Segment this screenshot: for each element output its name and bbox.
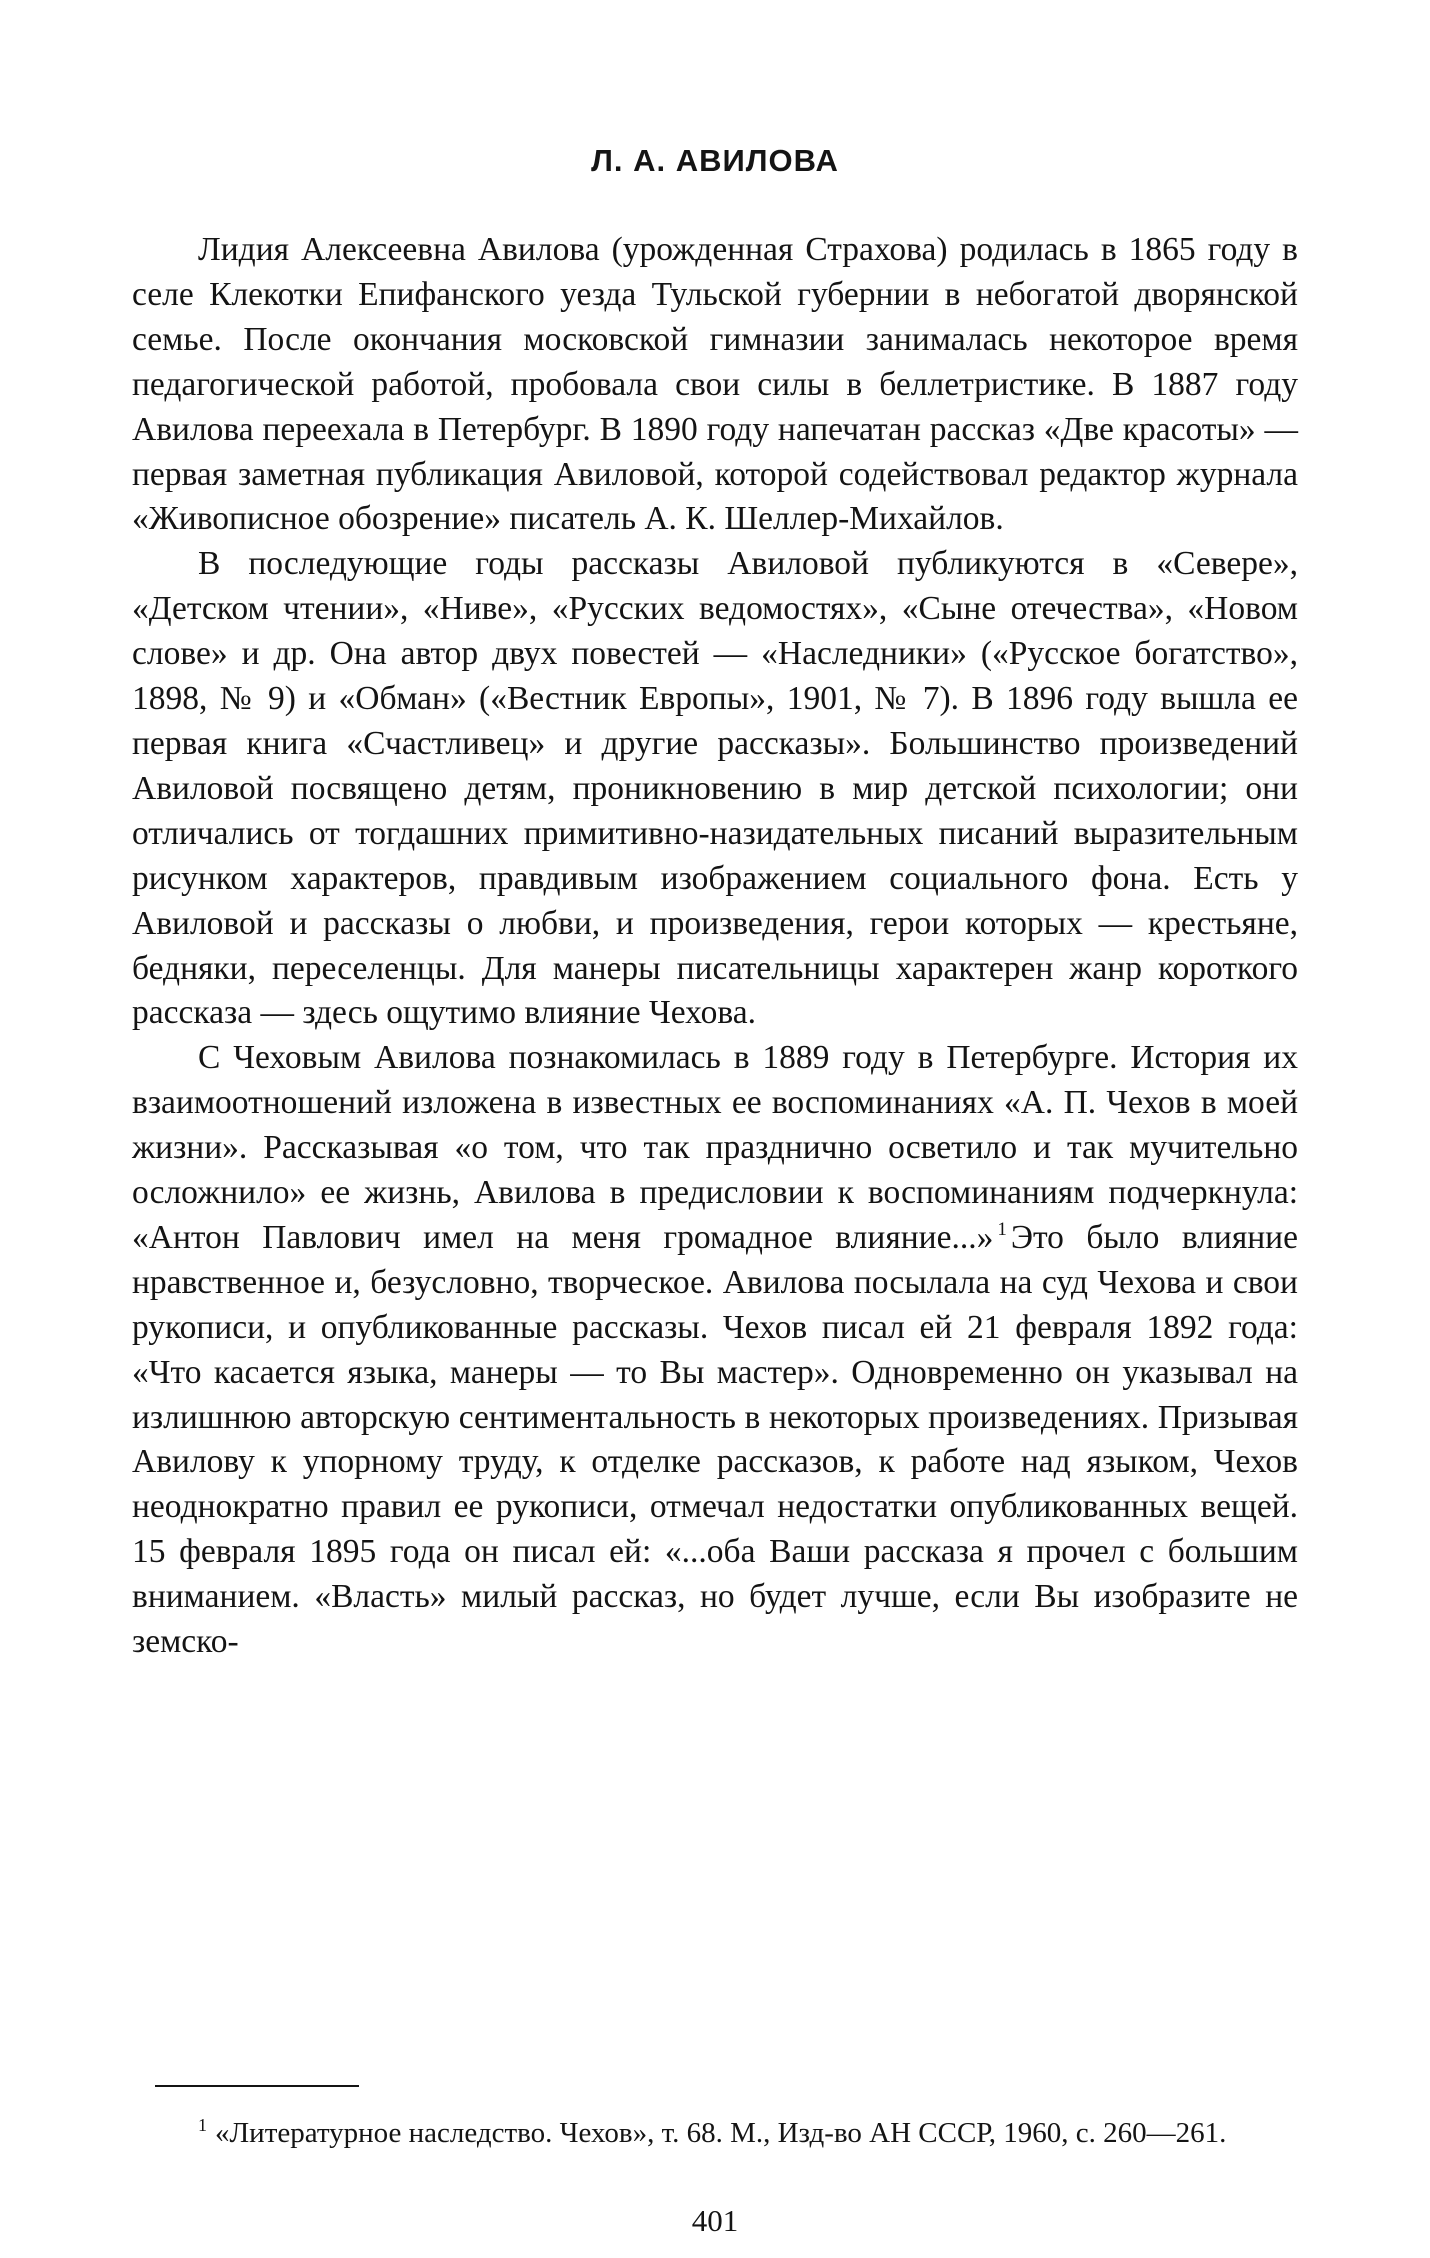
footnote-divider [155,2085,359,2087]
paragraph-1: Лидия Алексеевна Авилова (урожденная Страхова) родилась в 1865 году в селе Клекотки Епифанского уезда Тульской губернии в небогатой дворянской семье. После окончания московской гимназии занималась некоторое время педагогической работой, пробовала свои силы в беллетристике. В 1887 году Авилова переехала в Петербург. В 1890 году напечатан рассказ «Две красоты» — первая заметная публикация Авиловой, которой содействовал редактор журнала «Живописное обозрение» писатель А. К. Шеллер-Михайлов. [132,231,1298,538]
footnote-reference[interactable]: 1 [997,1218,1007,1240]
footnote-number: 1 [198,2115,207,2135]
article-body [132,228,1298,1665]
paragraph-2: В последующие годы рассказы Авиловой публикуются в «Севере», «Детском чтении», «Ниве», «Русских ведомостях», «Сыне отечества», «Новом слове» и др. Она автор двух повестей — «Наследники» («Русское богатство», 1898, № 9) и «Обман» («Вестник Европы», 1901, № 7). В 1896 году вышла ее первая книга «Счастливец» и другие рассказы». Большинство произведений Авиловой посвящено детям, проникновению в мир детской психологии; они отличались от тогдашних примитивно-назидательных писаний выразительным рисунком характеров, правдивым изображением социального фона. Есть у Авиловой и рассказы о любви, и произведения, герои которых — крестьяне, бедняки, переселенцы. Для манеры писательницы характерен жанр короткого рассказа — здесь ощутимо влияние Чехова. [132,545,1298,1032]
footnote [132,2112,1298,2157]
paragraph-3-text-before-note: С Чеховым Авилова познакомилась в 1889 году в Петербурге. История их взаимоотношений изложена в известных ее воспоминаниях «А. П. Чехов в моей жизни». Рассказывая «о том, что так празднично осветило и так мучительно осложнило» ее жизнь, Авилова в предисловии к воспоминаниям подчеркнула: «Антон Павлович имел на меня громадное влияние...» [132,1039,1298,1256]
book-page [132,0,1298,2258]
page-number: 401 [691,2203,739,2238]
paragraph-3-text-after-note: Это было влияние нравственное и, безусловно, творческое. Авилова посылала на суд Чехова и свои рукописи, и опубликованные рассказы. Чехов писал ей 21 февраля 1892 года: «Что касается языка, манеры — то Вы мастер». Одновременно он указывал на излишнюю авторскую сентиментальность в некоторых произведениях. Призывая Авилову к упорному труду, к отделке рассказов, к работе над языком, Чехов неоднократно правил ее рукописи, отмечал недостатки опубликованных вещей. 15 февраля 1895 года он писал ей: «...оба Ваши рассказа я прочел с большим вниманием. «Власть» милый рассказ, но будет лучше, если Вы изобразите не земско- [132,1218,1298,1661]
footnote-text: «Литературное наследство. Чехов», т. 68. М., Изд-во АН СССР, 1960, с. 260—261. [215,2117,1227,2149]
paragraph-3 [132,1036,1298,1665]
article-title: Л. А. АВИЛОВА [591,143,839,178]
